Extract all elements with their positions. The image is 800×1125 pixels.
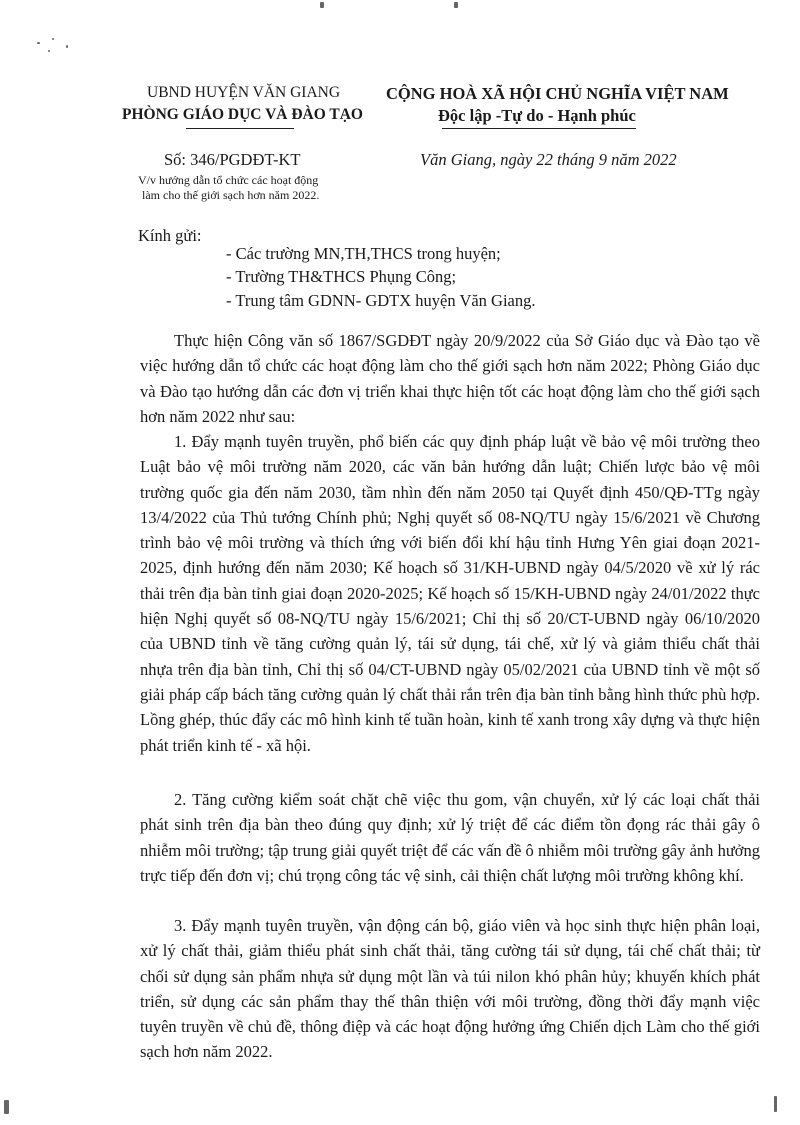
scan-speck (37, 42, 40, 44)
subject-line-2: làm cho thế giới sạch hơn năm 2022. (142, 188, 320, 202)
scan-speck (454, 2, 458, 8)
paragraph-item-3: 3. Đẩy mạnh tuyên truyền, vận động cán bộ, giáo viên và học sinh thực hiện phân loại, xử lý chất thải, giảm thiểu phát sinh chất thải, tăng cường tái sử dụng, tái chế chất thải; từ chối sử dụng sản phẩm nhựa sử dụng một lần và túi nilon khó phân hủy; khuyến khích phát triển, sử dụng các sản phẩm thay thế thân thiện với môi trường, đồng thời đẩy mạnh việc tuyên truyền về chủ đề, thông điệp và các hoạt động hưởng ứng Chiến dịch Làm cho thế giới sạch hơn năm 2022. (140, 916, 760, 1062)
document-number: Số: 346/PGDĐT-KT (164, 150, 301, 169)
agency-underline (186, 128, 294, 129)
national-motto: Độc lập -Tự do - Hạnh phúc (438, 106, 636, 125)
paragraph-item-2: 2. Tăng cường kiểm soát chặt chẽ việc thu gom, vận chuyển, xử lý các loại chất thải phát sinh trên địa bàn theo đúng quy định; xử lý triệt để các điểm tồn đọng rác thải gây ô nhiễm môi trường; tập trung giải quyết triệt để các vấn đề ô nhiễm môi trường gây ảnh hưởng trực tiếp đến đơn vị; chú trọng công tác vệ sinh, cải thiện chất lượng môi trường không khí. (140, 790, 760, 885)
place-date: Văn Giang, ngày 22 tháng 9 năm 2022 (420, 150, 677, 169)
greeting: Kính gửi: (138, 226, 202, 245)
recipient-item: - Trung tâm GDNN- GDTX huyện Văn Giang. (226, 291, 536, 310)
recipient-item: - Trường TH&THCS Phụng Công; (226, 267, 457, 286)
subject-line-1: V/v hướng dẫn tổ chức các hoạt động (138, 173, 319, 187)
agency-name: PHÒNG GIÁO DỤC VÀ ĐÀO TẠO (122, 106, 363, 123)
scan-speck (4, 1100, 9, 1114)
intro-paragraph: Thực hiện Công văn số 1867/SGDĐT ngày 20/9/2022 của Sở Giáo dục và Đào tạo về việc hướng dẫn tổ chức các hoạt động làm cho thế giới sạch hơn năm 2022; Phòng Giáo dục và Đào tạo hướng dẫn các đơn vị triển khai thực hiện tốt các hoạt động làm cho thế giới sạch hơn năm 2022 như sau: (140, 331, 760, 426)
scan-speck (66, 45, 68, 48)
scan-speck (52, 38, 54, 40)
motto-underline (442, 128, 636, 129)
scan-speck (48, 50, 50, 52)
paragraph-item-1: 1. Đẩy mạnh tuyên truyền, phổ biến các quy định pháp luật về bảo vệ môi trường theo Luật bảo vệ môi trường năm 2020, các văn bản hướng dẫn luật; Chiến lược bảo vệ môi trường quốc gia đến năm 2030, tầm nhìn đến năm 2050 tại Quyết định 450/QĐ-TTg ngày 13/4/2022 của Thủ tướng Chính phủ; Nghị quyết số 08-NQ/TU ngày 15/6/2021 về Chương trình bảo vệ môi trường và thích ứng với biến đổi khí hậu tỉnh Hưng Yên giai đoạn 2021-2025, định hướng đến năm 2030; Kế hoạch số 31/KH-UBND ngày 04/5/2020 về xử lý rác thải trên địa bàn tỉnh giai đoạn 2020-2025; Kế hoạch số 15/KH-UBND ngày 24/01/2022 thực hiện Nghị quyết số 08-NQ/TU ngày 15/6/2021; Chỉ thị số 20/CT-UBND ngày 06/10/2020 của UBND tỉnh về tăng cường quản lý, tái sử dụng, tái chế, xử lý và giảm thiểu chất thải nhựa trên địa bàn tỉnh, Chỉ thị số 04/CT-UBND ngày 05/02/2021 của UBND tỉnh về một số giải pháp cấp bách tăng cường quản lý chất thải rắn trên địa bàn tỉnh bằng hình thức phù hợp. Lồng ghép, thúc đẩy các mô hình kinh tế tuần hoàn, kinh tế xanh trong xây dựng và thực hiện phát triển kinh tế - xã hội. (140, 432, 760, 755)
scan-speck (320, 2, 324, 8)
agency-parent: UBND HUYỆN VĂN GIANG (147, 84, 341, 101)
recipient-item: - Các trường MN,TH,THCS trong huyện; (226, 244, 501, 263)
scan-speck (774, 1096, 777, 1112)
national-title: CỘNG HOÀ XÃ HỘI CHỦ NGHĨA VIỆT NAM (386, 84, 729, 103)
